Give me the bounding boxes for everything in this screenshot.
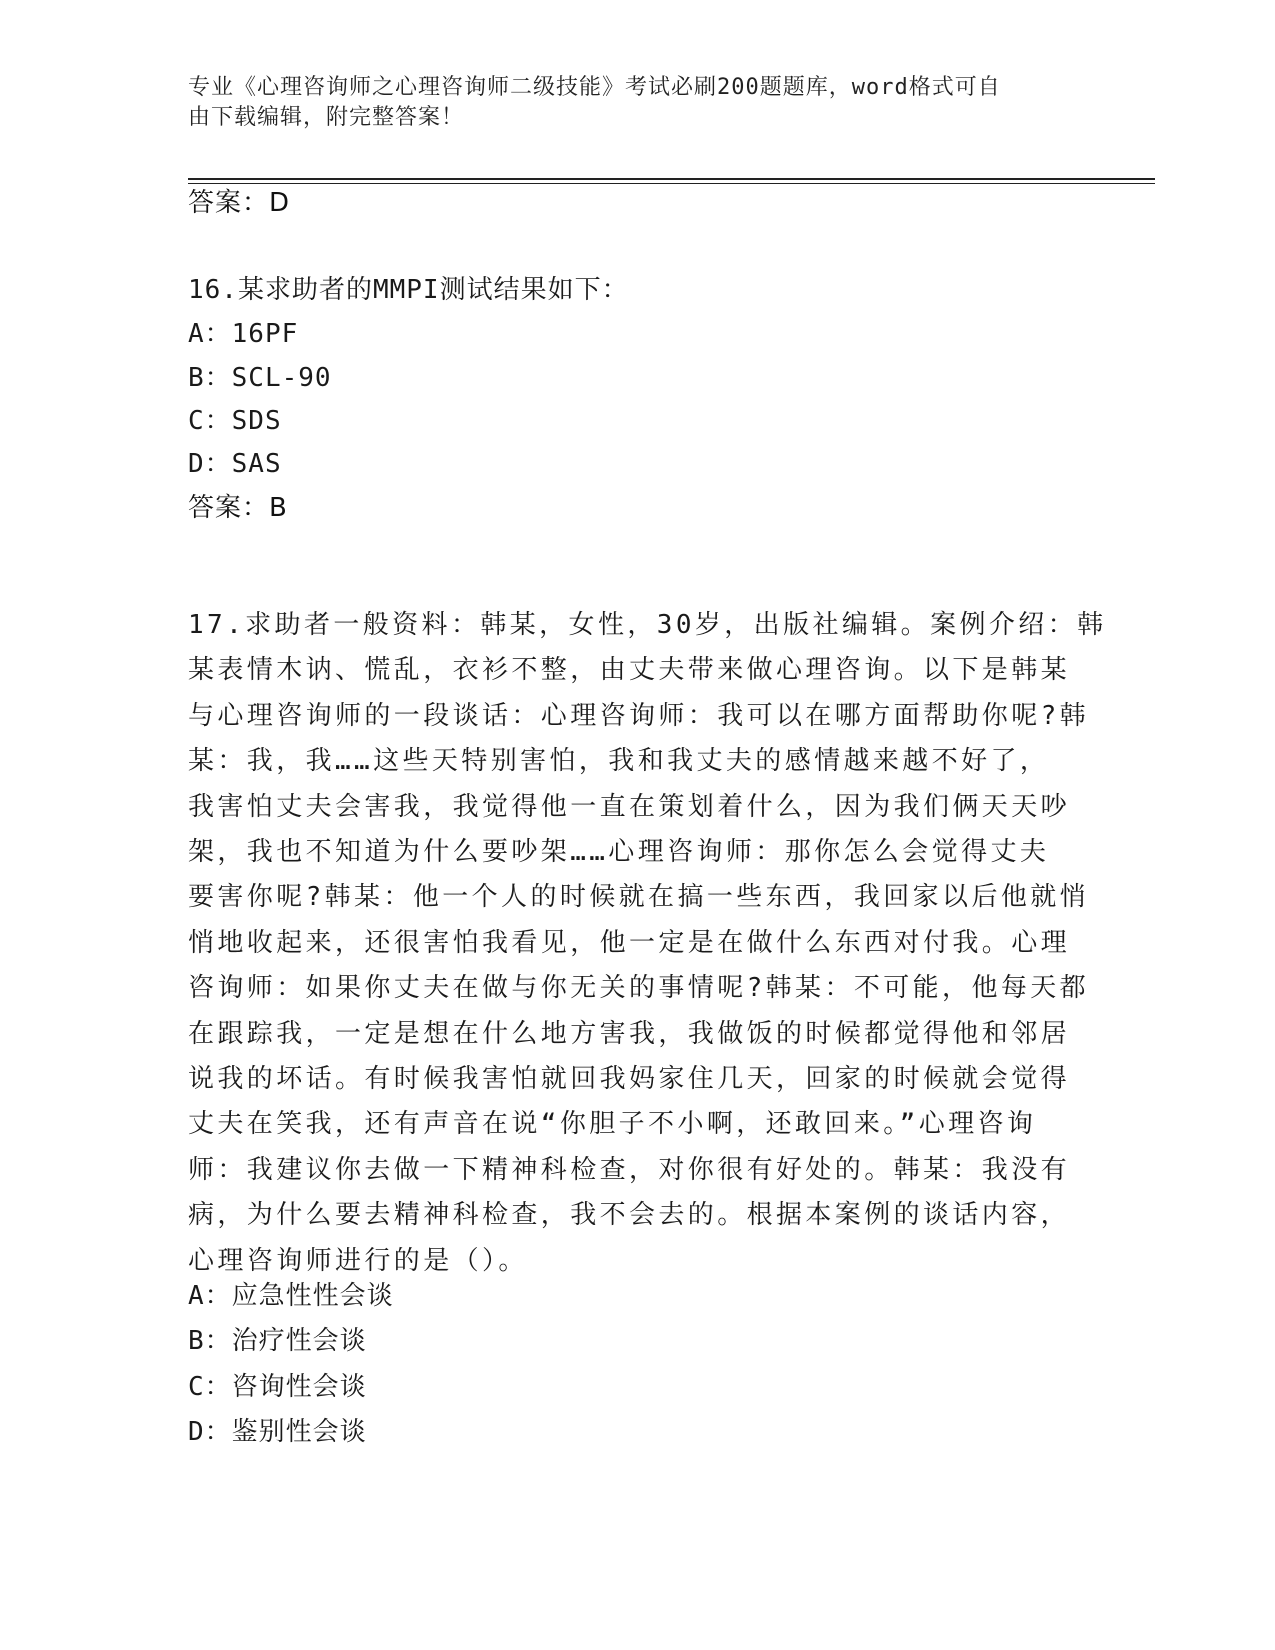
header-line-1: 专业《心理咨询师之心理咨询师二级技能》考试必刷200题题库，word格式可自 [188,75,1001,100]
q17-stem-line: 要害你呢?韩某：他一个人的时候就在搞一些东西，我回家以后他就悄 [188,882,1090,913]
q17-stem-line: 咨询师：如果你丈夫在做与你无关的事情呢?韩某：不可能，他每天都 [188,973,1090,1004]
q16-stem: 16.某求助者的MMPI测试结果如下： [188,275,629,305]
q17-stem-line: 心理咨询师进行的是（）。 [188,1245,528,1276]
q17-stem-line: 17.求助者一般资料：韩某，女性，30岁，出版社编辑。案例介绍：韩 [188,610,1107,640]
q17-stem-line: 悄地收起来，还很害怕我看见，他一定是在做什么东西对付我。心理 [188,927,1071,958]
q15-answer: 答案：D [188,188,291,218]
q17-stem-line: 在跟踪我，一定是想在什么地方害我，我做饭的时候都觉得他和邻居 [188,1018,1071,1049]
q17-stem-line: 丈夫在笑我，还有声音在说“你胆子不小啊，还敢回来。”心理咨询 [188,1109,1037,1140]
q16-option-a: A：16PF [188,319,299,349]
q16-option-b: B：SCL-90 [188,363,332,393]
q17-stem-line: 架，我也不知道为什么要吵架……心理咨询师：那你怎么会觉得丈夫 [188,837,1050,868]
q17-stem-line: 师：我建议你去做一下精神科检查，对你很有好处的。韩某：我没有 [188,1154,1071,1185]
header-divider-thin [188,183,1155,184]
q17-option-d: D：鉴别性会谈 [188,1417,367,1447]
q17-option-b: B：治疗性会谈 [188,1326,367,1356]
q16-option-c: C：SDS [188,406,282,436]
q17-stem [188,603,1107,1284]
q17-stem-line: 与心理咨询师的一段谈话：心理咨询师：我可以在哪方面帮助你呢?韩 [188,700,1090,731]
q16-option-d: D：SAS [188,449,282,479]
page-header [188,73,1068,133]
q17-stem-line: 某：我，我……这些天特别害怕，我和我丈夫的感情越来越不好了， [188,746,1050,777]
header-line-2: 由下载编辑，附完整答案！ [188,105,465,130]
q17-option-a: A：应急性性会谈 [188,1281,394,1311]
q17-option-c: C：咨询性会谈 [188,1372,367,1402]
q17-stem-line: 说我的坏话。有时候我害怕就回我妈家住几天，回家的时候就会觉得 [188,1064,1071,1095]
q16-answer: 答案：B [188,493,288,523]
q17-stem-line: 我害怕丈夫会害我，我觉得他一直在策划着什么，因为我们俩天天吵 [188,791,1071,822]
q17-stem-line: 病，为什么要去精神科检查，我不会去的。根据本案例的谈话内容， [188,1200,1071,1231]
q17-stem-line: 某表情木讷、慌乱，衣衫不整，由丈夫带来做心理咨询。以下是韩某 [188,655,1071,686]
header-divider-thick [188,178,1155,180]
